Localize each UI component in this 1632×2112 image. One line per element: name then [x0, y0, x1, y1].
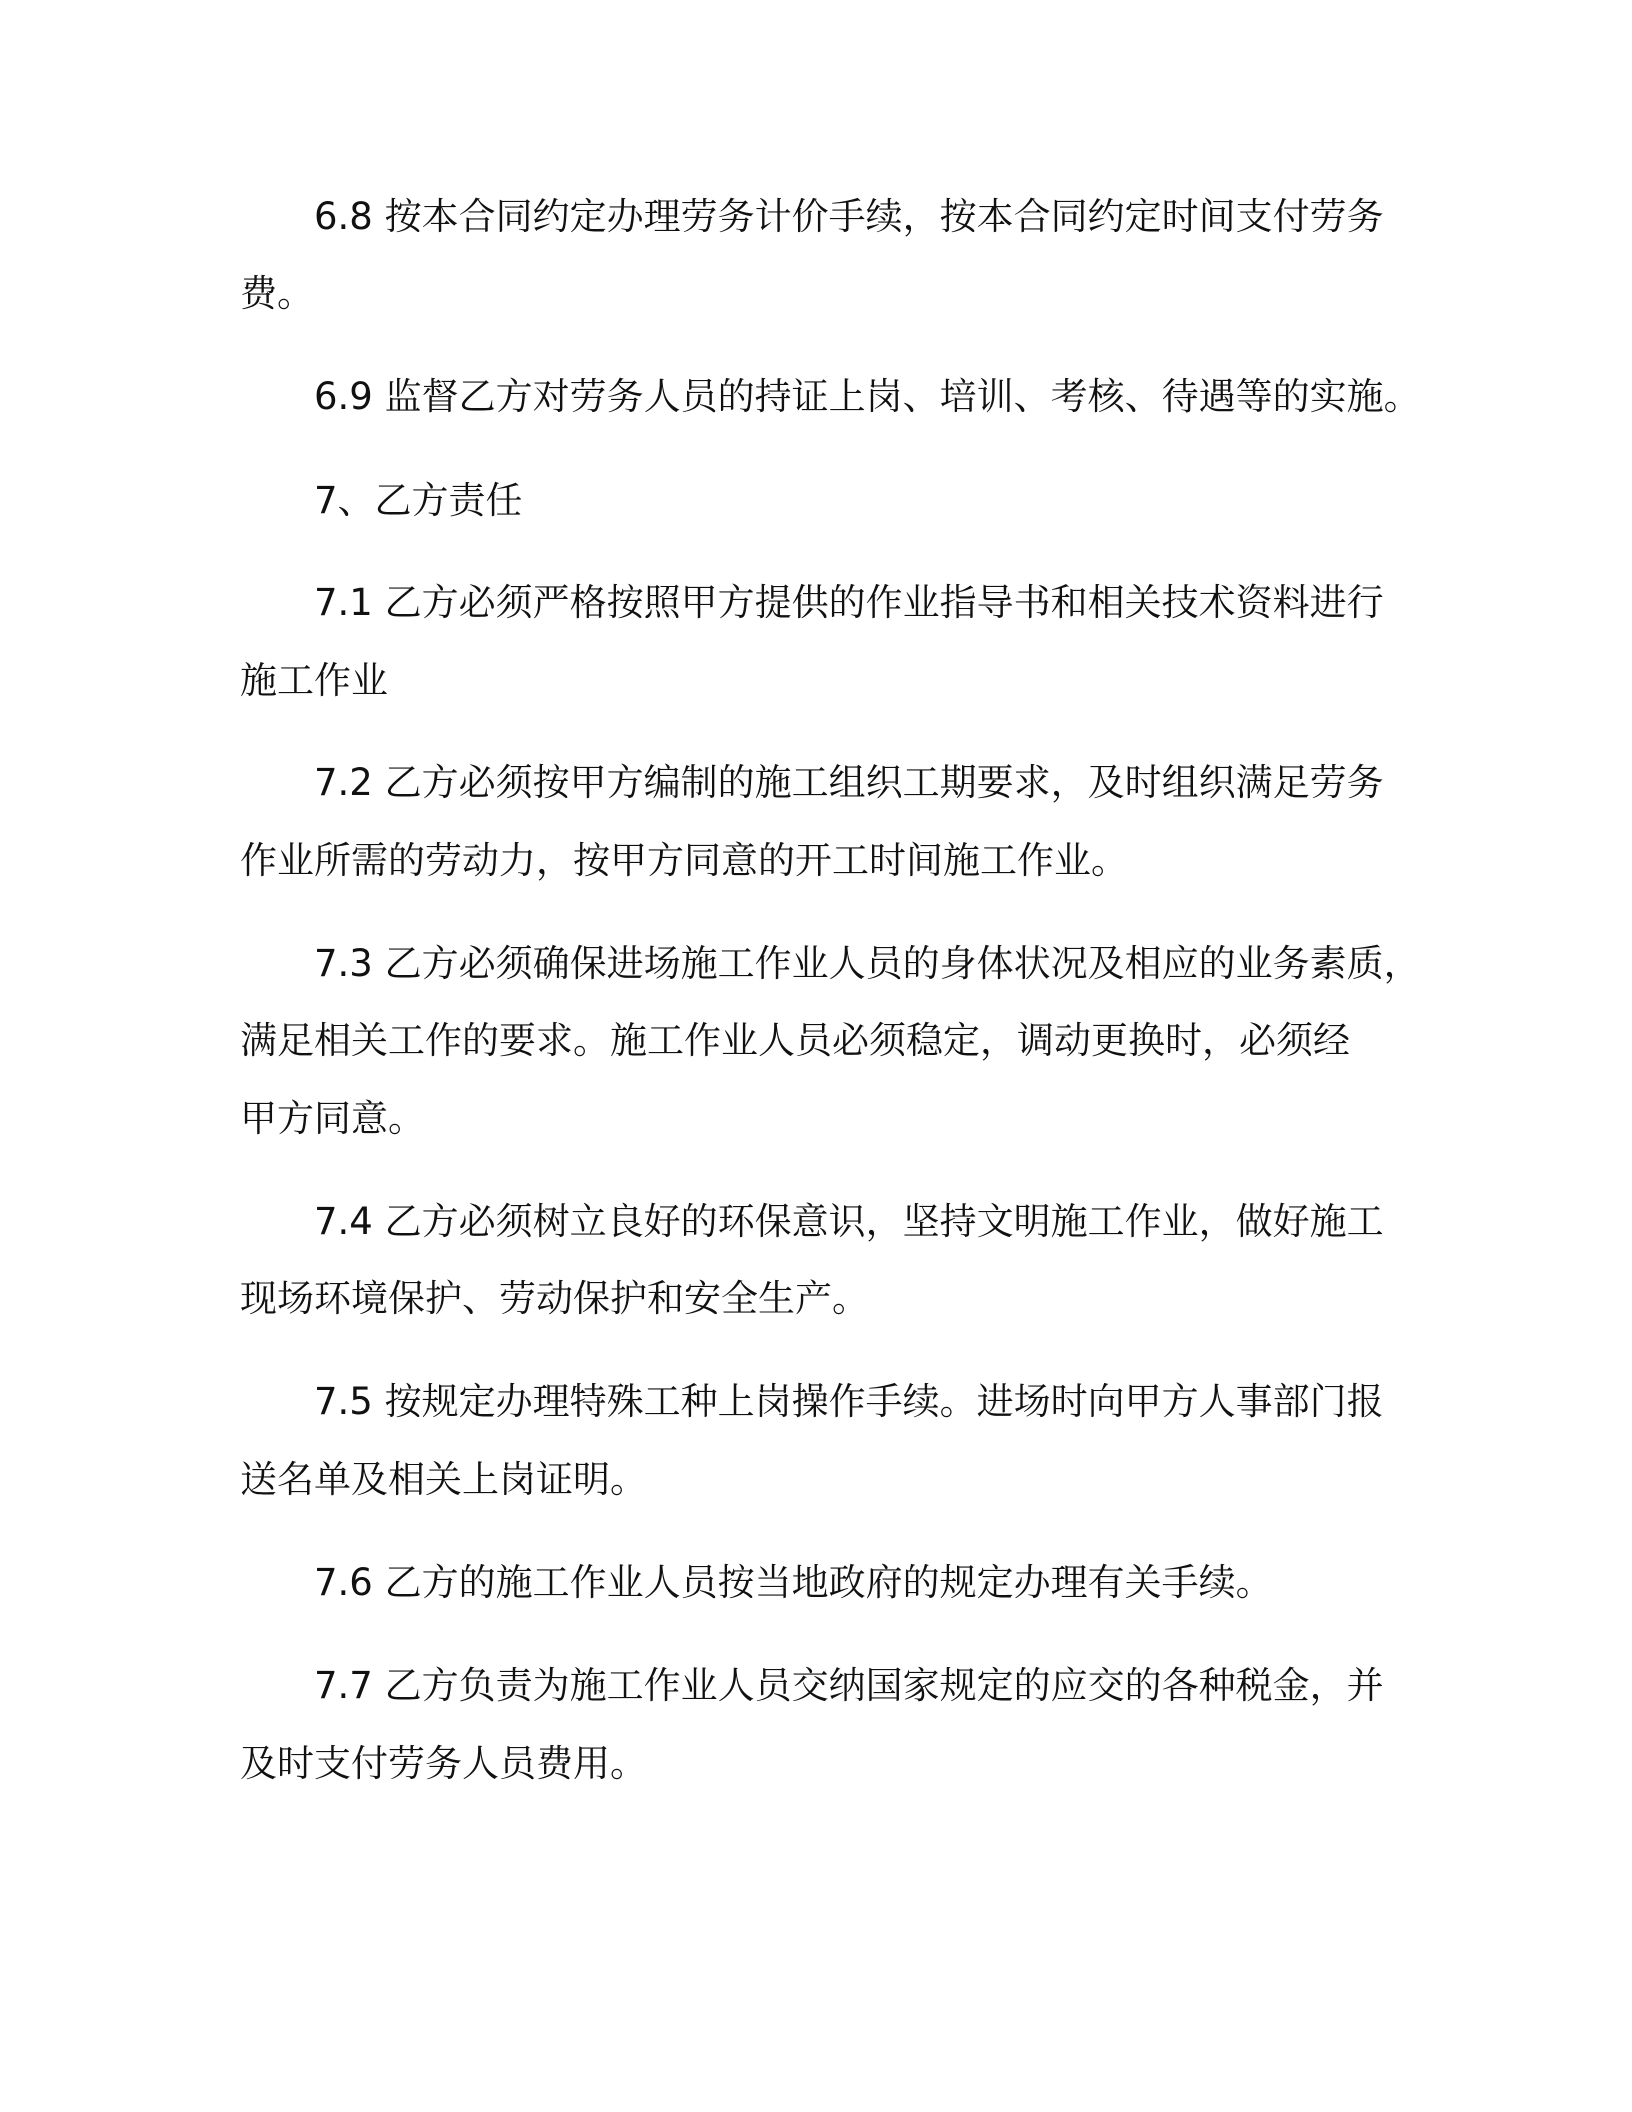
- paragraph-7-5-line-1: 7.5 按规定办理特殊工种上岗操作手续。进场时向甲方人事部门报: [314, 1380, 1384, 1423]
- paragraph-7-7-line-1: 7.7 乙方负责为施工作业人员交纳国家规定的应交的各种税金，并: [314, 1664, 1384, 1707]
- paragraph-7-2-line-1: 7.2 乙方必须按甲方编制的施工组织工期要求，及时组织满足劳务: [314, 761, 1384, 804]
- paragraph-7-3-line-1: 7.3 乙方必须确保进场施工作业人员的身体状况及相应的业务素质，: [314, 942, 1421, 985]
- paragraph-7-3-line-2: 满足相关工作的要求。施工作业人员必须稳定，调动更换时，必须经: [240, 1019, 1350, 1062]
- paragraph-7-4-line-2: 现场环境保护、劳动保护和安全生产。: [240, 1277, 869, 1320]
- paragraph-6-8-line-1: 6.8 按本合同约定办理劳务计价手续，按本合同约定时间支付劳务: [314, 195, 1384, 238]
- paragraph-6-9-line-1: 6.9 监督乙方对劳务人员的持证上岗、培训、考核、待遇等的实施。: [314, 375, 1421, 418]
- paragraph-7-4-line-1: 7.4 乙方必须树立良好的环保意识，坚持文明施工作业，做好施工: [314, 1200, 1384, 1243]
- paragraph-7-2-line-2: 作业所需的劳动力，按甲方同意的开工时间施工作业。: [240, 839, 1128, 882]
- paragraph-7-7-line-2: 及时支付劳务人员费用。: [240, 1742, 647, 1785]
- paragraph-7-3-line-3: 甲方同意。: [240, 1097, 425, 1140]
- paragraph-7-6-line-1: 7.6 乙方的施工作业人员按当地政府的规定办理有关手续。: [314, 1561, 1273, 1604]
- paragraph-7-1-line-1: 7.1 乙方必须严格按照甲方提供的作业指导书和相关技术资料进行: [314, 581, 1384, 624]
- paragraph-6-8-line-2: 费。: [240, 272, 314, 315]
- paragraph-7-5-line-2: 送名单及相关上岗证明。: [240, 1458, 647, 1501]
- section-heading-7: 7、乙方责任: [314, 479, 523, 522]
- paragraph-7-1-line-2: 施工作业: [240, 659, 388, 702]
